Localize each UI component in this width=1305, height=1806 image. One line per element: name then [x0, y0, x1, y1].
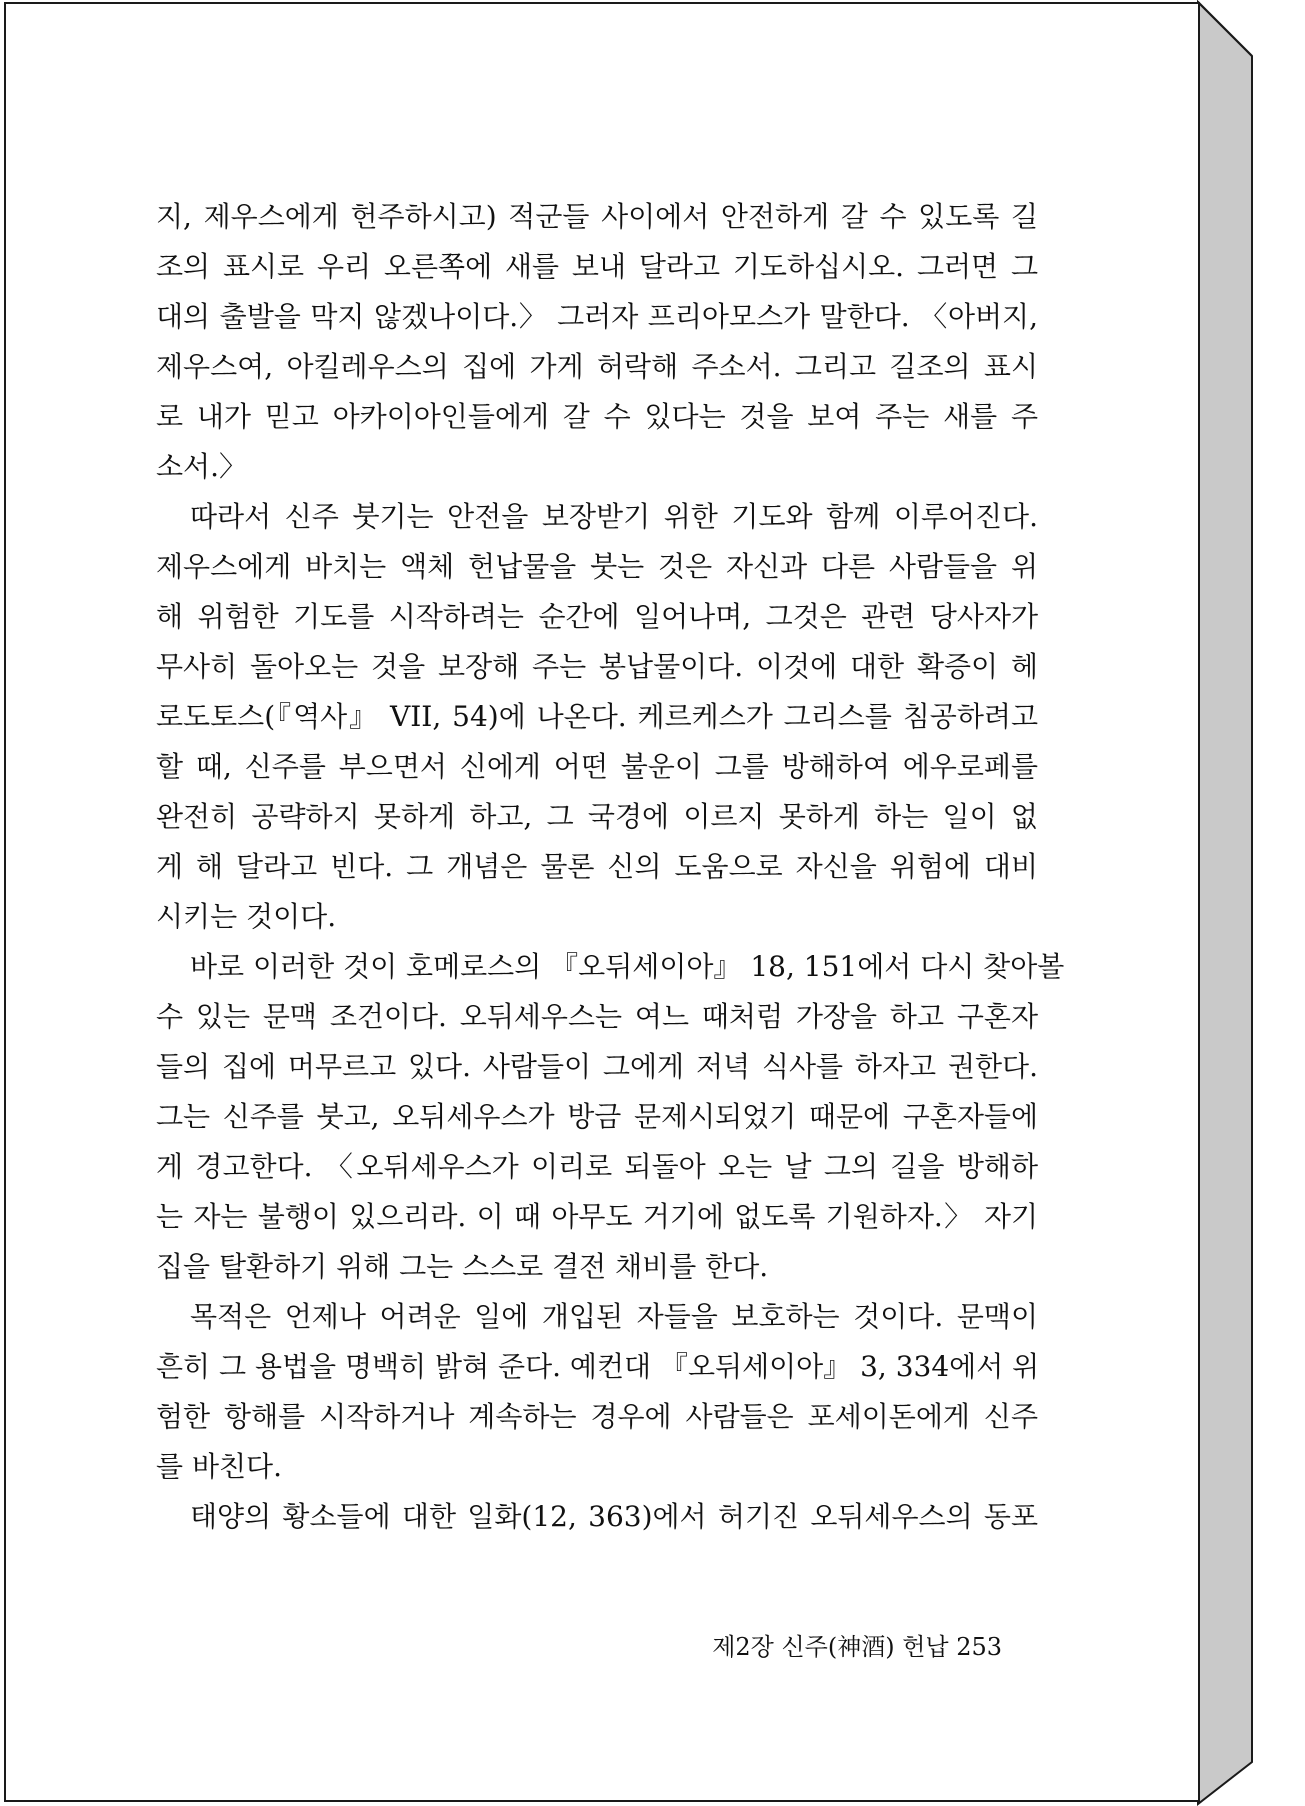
text-line: 험한 항해를 시작하거나 계속하는 경우에 사람들은 포세이돈에게 신주 [156, 1400, 1038, 1433]
text-line: 제우스여, 아킬레우스의 집에 가게 허락해 주소서. 그리고 길조의 표시 [156, 350, 1038, 383]
text-line: 태양의 황소들에 대한 일화(12, 363)에서 허기진 오뒤세우스의 동포 [190, 1500, 1038, 1533]
text-line: 대의 출발을 막지 않겠나이다.〉 그러자 프리아모스가 말한다. 〈아버지, [156, 300, 1038, 333]
text-line: 들의 집에 머무르고 있다. 사람들이 그에게 저녁 식사를 하자고 권한다. [156, 1050, 1038, 1083]
text-line: 를 바친다. [156, 1450, 282, 1483]
text-line: 는 자는 불행이 있으리라. 이 때 아무도 거기에 없도록 기원하자.〉 자기 [156, 1200, 1038, 1233]
body-text [156, 192, 1065, 1542]
text-line: 로 내가 믿고 아카이아인들에게 갈 수 있다는 것을 보여 주는 새를 주 [156, 400, 1038, 433]
text-line: 할 때, 신주를 부으면서 신에게 어떤 불운이 그를 방해하여 에우로페를 [156, 750, 1038, 783]
text-line: 완전히 공략하지 못하게 하고, 그 국경에 이르지 못하게 하는 일이 없 [156, 800, 1038, 833]
running-footer: 제2장 신주(神酒) 헌납 253 [712, 1633, 1002, 1661]
text-line: 바로 이러한 것이 호메로스의 『오뒤세이아』 18, 151에서 다시 찾아볼 [190, 950, 1065, 983]
text-line: 조의 표시로 우리 오른쪽에 새를 보내 달라고 기도하십시오. 그러면 그 [156, 250, 1038, 283]
text-line: 지, 제우스에게 헌주하시고) 적군들 사이에서 안전하게 갈 수 있도록 길 [156, 200, 1038, 233]
text-line: 시키는 것이다. [156, 900, 337, 933]
text-line: 소서.〉 [156, 450, 247, 483]
text-line: 해 위험한 기도를 시작하려는 순간에 일어나며, 그것은 관련 당사자가 [156, 600, 1038, 633]
text-line: 수 있는 문맥 조건이다. 오뒤세우스는 여느 때처럼 가장을 하고 구혼자 [156, 1000, 1038, 1033]
text-line: 게 해 달라고 빈다. 그 개념은 물론 신의 도움으로 자신을 위험에 대비 [156, 850, 1038, 883]
text-line: 목적은 언제나 어려운 일에 개입된 자들을 보호하는 것이다. 문맥이 [190, 1300, 1038, 1333]
text-line: 무사히 돌아오는 것을 보장해 주는 봉납물이다. 이것에 대한 확증이 헤 [156, 650, 1038, 683]
text-line: 집을 탈환하기 위해 그는 스스로 결전 채비를 한다. [156, 1250, 769, 1283]
text-line: 게 경고한다. 〈오뒤세우스가 이리로 되돌아 오는 날 그의 길을 방해하 [156, 1150, 1038, 1183]
text-line: 제우스에게 바치는 액체 헌납물을 붓는 것은 자신과 다른 사람들을 위 [156, 550, 1038, 583]
text-line: 그는 신주를 붓고, 오뒤세우스가 방금 문제시되었기 때문에 구혼자들에 [156, 1100, 1038, 1133]
text-line: 따라서 신주 붓기는 안전을 보장받기 위한 기도와 함께 이루어진다. [190, 500, 1038, 533]
text-line: 흔히 그 용법을 명백히 밝혀 준다. 예컨대 『오뒤세이아』 3, 334에서 위 [156, 1350, 1040, 1383]
book-page [4, 2, 1200, 1802]
text-line: 로도토스(『역사』 VII, 54)에 나온다. 케르케스가 그리스를 침공하려고 [156, 700, 1038, 733]
